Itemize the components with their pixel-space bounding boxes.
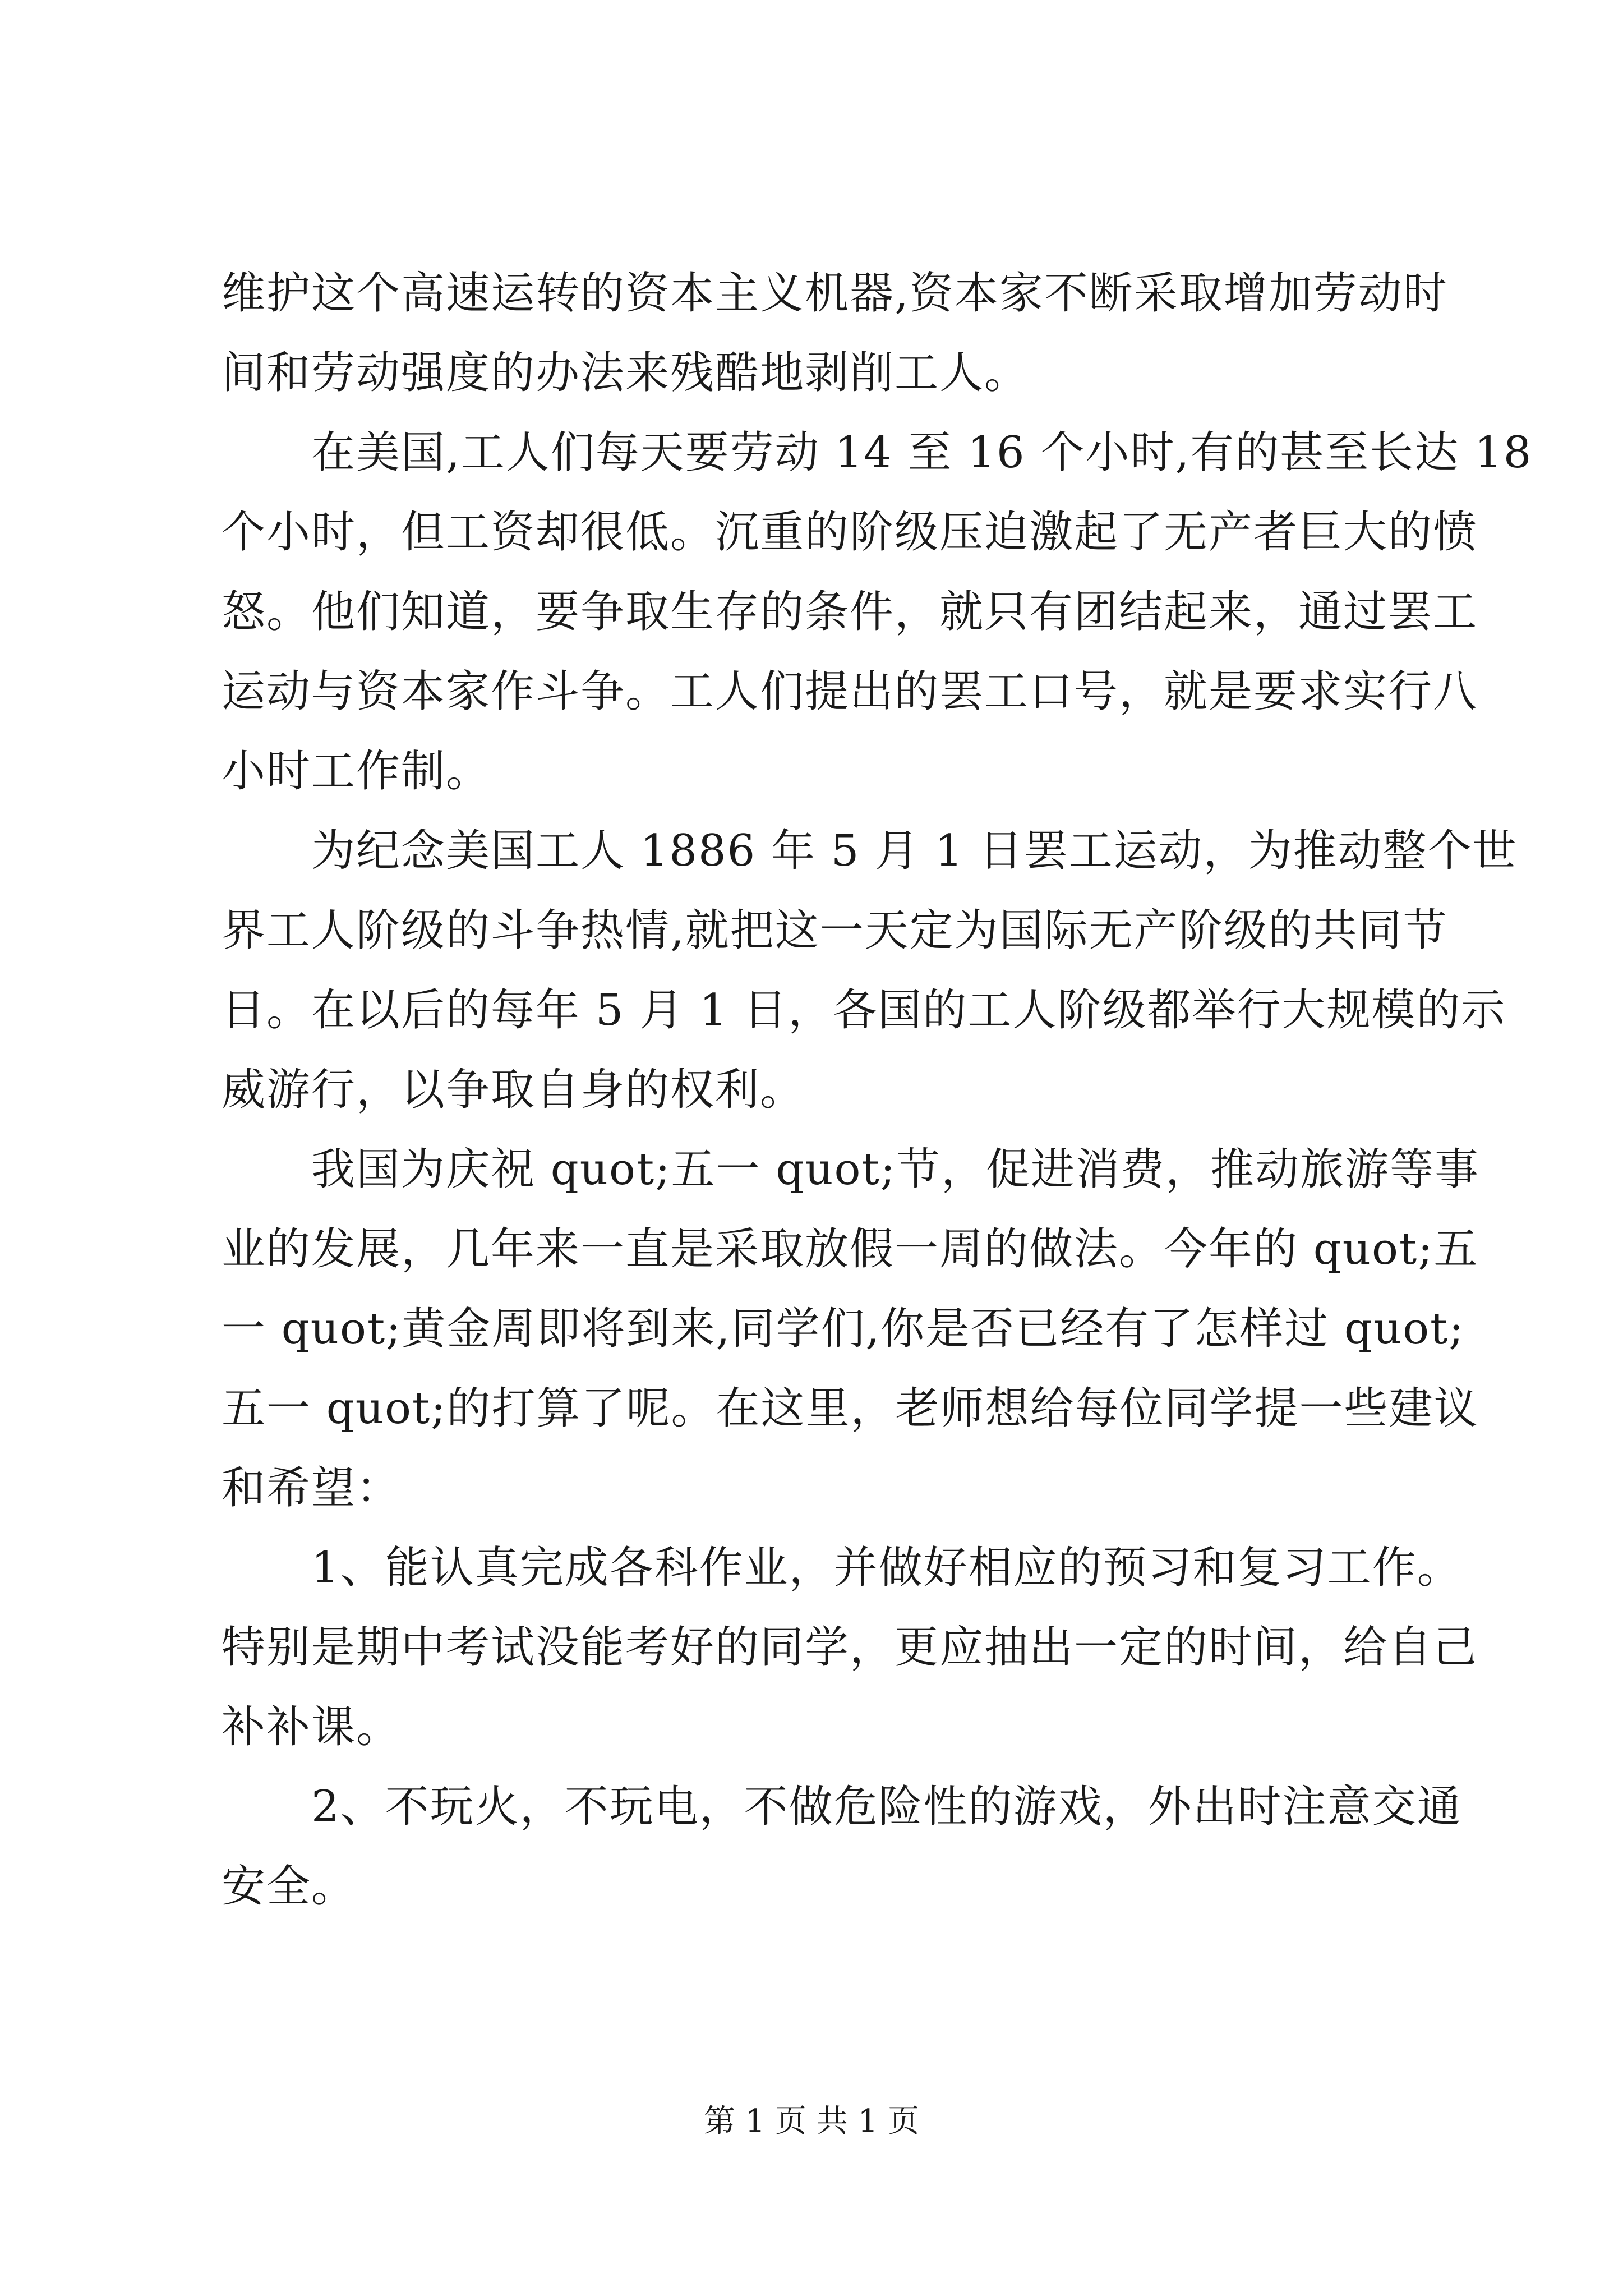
text-line: 小时工作制。 (222, 746, 491, 797)
text-line: 维护这个高速运转的资本主义机器,资本家不断采取增加劳动时 (222, 268, 1448, 319)
text-line: 业的发展，几年来一直是采取放假一周的做法。今年的 quot;五 (222, 1224, 1479, 1274)
paragraph-first-line: 为纪念美国工人 1886 年 5 月 1 日罢工运动，为推动整个世 (311, 826, 1518, 876)
text-line: 个小时，但工资却很低。沉重的阶级压迫激起了无产者巨大的愤 (222, 507, 1478, 558)
text-line: 威游行，以争取自身的权利。 (222, 1065, 805, 1115)
text-line: 怒。他们知道，要争取生存的条件，就只有团结起来，通过罢工 (222, 587, 1478, 637)
list-item-1: 1、能认真完成各科作业，并做好相应的预习和复习工作。 (311, 1543, 1462, 1593)
text-line: 日。在以后的每年 5 月 1 日，各国的工人阶级都举行大规模的示 (222, 985, 1506, 1036)
text-line: 界工人阶级的斗争热情,就把这一天定为国际无产阶级的共同节 (222, 905, 1448, 956)
paragraph-first-line: 在美国,工人们每天要劳动 14 至 16 个小时,有的甚至长达 18 (311, 427, 1533, 478)
page-footer: 第 1 页 共 1 页 (703, 2103, 920, 2139)
text-line: 五一 quot;的打算了呢。在这里，老师想给每位同学提一些建议 (222, 1383, 1479, 1434)
paragraph-first-line: 我国为庆祝 quot;五一 quot;节，促进消费，推动旅游等事 (311, 1144, 1480, 1195)
text-line: 特别是期中考试没能考好的同学，更应抽出一定的时间，给自己 (222, 1622, 1478, 1673)
text-line: 安全。 (222, 1861, 357, 1912)
text-line: 和希望： (222, 1463, 402, 1513)
text-line: 运动与资本家作斗争。工人们提出的罢工口号，就是要求实行八 (222, 666, 1478, 717)
text-line: 间和劳动强度的办法来残酷地剥削工人。 (222, 348, 1030, 398)
text-line: 一 quot;黄金周即将到来,同学们,你是否已经有了怎样过 quot; (222, 1304, 1465, 1354)
body-text (222, 254, 1533, 1926)
list-item-2: 2、不玩火，不玩电，不做危险性的游戏，外出时注意交通 (311, 1782, 1462, 1832)
text-line: 补补课。 (222, 1702, 402, 1752)
